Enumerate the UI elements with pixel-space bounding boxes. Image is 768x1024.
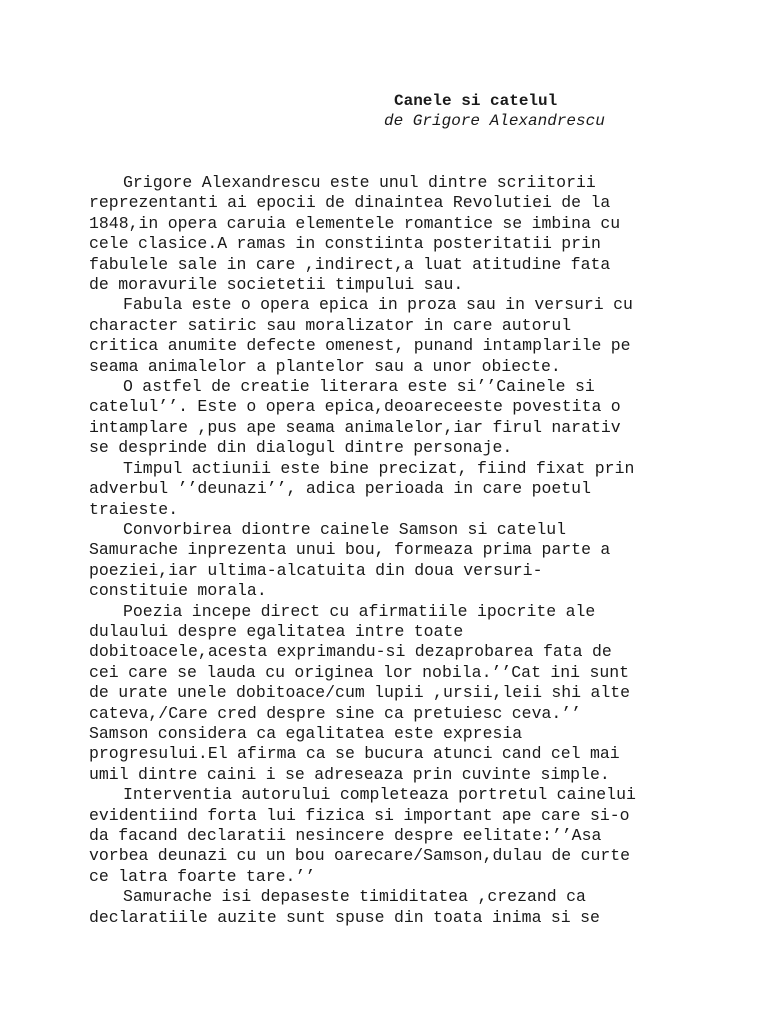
- text-line: dobitoacele,acesta exprimandu-si dezaprobarea fata de: [89, 642, 612, 662]
- text-line: Fabula este o opera epica in proza sau in versuri cu: [123, 295, 633, 315]
- text-line: Samurache isi depaseste timiditatea ,crezand ca: [123, 887, 586, 907]
- text-line: critica anumite defecte omenest, punand intamplarile pe: [89, 336, 631, 356]
- paragraph: [89, 887, 689, 928]
- text-line: evidentiind forta lui fizica si important ape care si-o: [89, 805, 630, 825]
- text-line: Samurache inprezenta unui bou, formeaza prima parte a: [89, 540, 611, 560]
- text-line: intamplare ,pus ape seama animalelor,iar firul narativ: [89, 417, 621, 437]
- text-line: vorbea deunazi cu un bou oarecare/Samson,dulau de curte: [89, 846, 631, 866]
- paragraph: [89, 377, 689, 459]
- text-line: Convorbirea diontre cainele Samson si catelul: [123, 519, 567, 539]
- paragraph: [89, 459, 689, 520]
- paragraph: [89, 520, 689, 602]
- text-line: Poezia incepe direct cu afirmatiile ipocrite ale: [123, 601, 596, 621]
- paragraph: [89, 173, 689, 295]
- text-line: cele clasice.A ramas in constiinta posteritatii prin: [89, 234, 601, 254]
- text-line: Samson considera ca egalitatea este expresia: [89, 723, 523, 743]
- text-line: progresului.El afirma ca se bucura atunci cand cel mai: [89, 744, 620, 764]
- text-line: character satiric sau moralizator in care autorul: [89, 315, 572, 335]
- paragraph: [89, 602, 689, 786]
- document-byline: de Grigore Alexandrescu: [384, 112, 605, 130]
- text-line: Timpul actiunii este bine precizat, fiind fixat prin: [123, 458, 635, 478]
- paragraph: [89, 295, 689, 377]
- text-line: fabulele sale in care ,indirect,a luat atitudine fata: [89, 254, 611, 274]
- text-line: declaratiile auzite sunt spuse din toata inima si se: [89, 907, 600, 927]
- text-line: da facand declaratii nesincere despre eelitate:’’Asa: [89, 826, 602, 845]
- text-line: ce latra foarte tare.’’: [89, 866, 316, 886]
- document-title: Canele si catelul: [394, 92, 558, 110]
- text-line: Grigore Alexandrescu este unul dintre scriitorii: [123, 173, 596, 192]
- text-line: umil dintre caini i se adreseaza prin cuvinte simple.: [89, 764, 610, 784]
- text-line: Interventia autorului completeaza portretul cainelui: [123, 785, 636, 805]
- text-line: de urate unele dobitoace/cum lupii ,ursii,leii shi alte: [89, 683, 631, 703]
- text-line: 1848,in opera caruia elementele romantice se imbina cu: [89, 213, 621, 233]
- text-line: cei care se lauda cu originea lor nobila.’’Cat ini sunt: [89, 662, 630, 682]
- document-body: [89, 173, 689, 928]
- text-line: catelul’’. Este o opera epica,deoareceeste povestita o: [89, 397, 621, 417]
- text-line: O astfel de creatie literara este si’’Cainele si: [123, 377, 595, 397]
- text-line: constituie morala.: [89, 581, 267, 601]
- text-line: de moravurile societetii timpului sau.: [89, 275, 464, 295]
- text-line: poeziei,iar ultima-alcatuita din doua versuri-: [89, 560, 543, 580]
- paragraph: [89, 785, 689, 887]
- text-line: seama animalelor a plantelor sau a unor obiecte.: [89, 356, 561, 376]
- text-line: adverbul ’’deunazi’’, adica perioada in care poetul: [89, 479, 591, 499]
- text-line: traieste.: [89, 499, 179, 519]
- text-line: cateva,/Care cred despre sine ca pretuiesc ceva.’’: [89, 703, 582, 723]
- text-line: se desprinde din dialogul dintre personaje.: [89, 438, 513, 458]
- text-line: dulaului despre egalitatea intre toate: [89, 621, 464, 641]
- text-line: reprezentanti ai epocii de dinaintea Revolutiei de la: [89, 193, 611, 213]
